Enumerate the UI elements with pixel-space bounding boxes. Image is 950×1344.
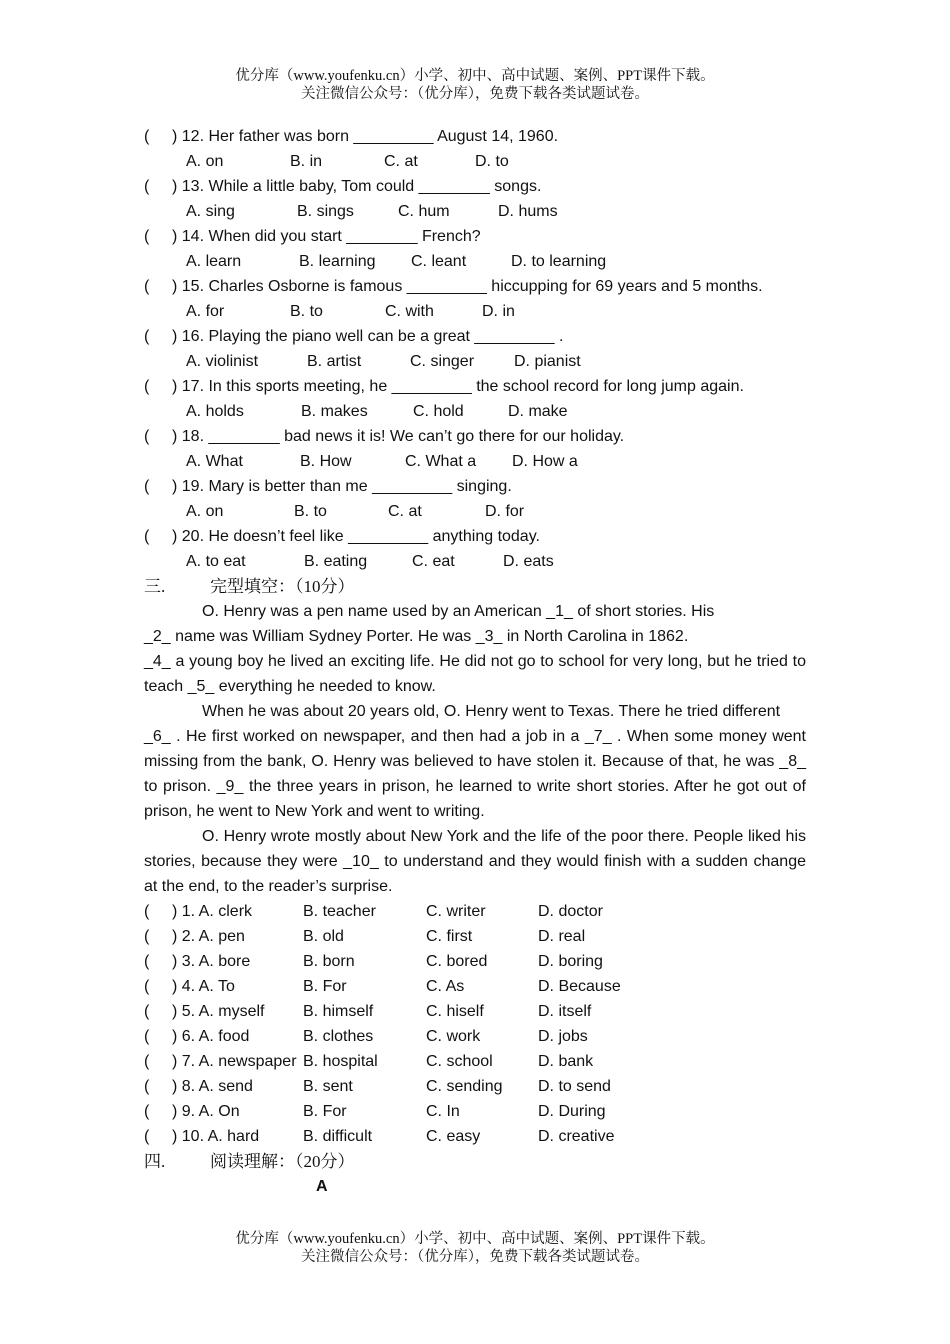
option: C. with (385, 303, 434, 320)
option: A. What (186, 453, 243, 470)
cloze-stem: ) 10. A. hard (172, 1128, 260, 1145)
cloze-paragraph-3: O. Henry wrote mostly about New York and the life of the poor there. People liked his stories, because they were _10_ to understand and they would finish with a sudden change at the end, to the reader’s surprise. (144, 828, 806, 895)
section-title: 完型填空：（10分） (210, 577, 355, 596)
options-row (144, 199, 806, 224)
options-row (144, 399, 806, 424)
option: A. for (186, 303, 225, 320)
cloze-question-row (144, 974, 806, 999)
option: C. at (384, 153, 418, 170)
question-stem: ) 19. Mary is better than me _________ singing. (172, 478, 512, 495)
cloze-question-row (144, 1049, 806, 1074)
option: B. For (303, 978, 347, 995)
option: C. hum (398, 203, 450, 220)
option: D. pianist (514, 353, 581, 370)
question-stem: ) 16. Playing the piano well can be a great _________ . (172, 328, 564, 345)
answer-paren[interactable]: ( (144, 1028, 150, 1045)
option: D. How a (512, 453, 578, 470)
footer-line-1: 优分库（www.youfenku.cn）小学、初中、高中试题、案例、PPT课件下载。 (235, 1231, 715, 1247)
option: D. to send (538, 1078, 611, 1095)
option: A. on (186, 503, 224, 520)
answer-paren[interactable]: ( (144, 478, 150, 495)
option: A. to eat (186, 553, 246, 570)
option: D. make (508, 403, 568, 420)
question-row (144, 174, 806, 199)
option: B. How (300, 453, 352, 470)
option: B. clothes (303, 1028, 374, 1045)
section-4-heading (144, 1149, 806, 1174)
cloze-paragraph-1b: _2_ name was William Sydney Porter. He was _3_ in North Carolina in 1862. (144, 628, 689, 645)
question-stem: ) 12. Her father was born _________ August 14, 1960. (172, 128, 559, 145)
option: B. For (303, 1103, 347, 1120)
section-number: 四. (144, 1152, 166, 1171)
cloze-paragraph-1a: O. Henry was a pen name used by an American _1_ of short stories. His (202, 603, 715, 620)
question-stem: ) 15. Charles Osborne is famous _________ hiccupping for 69 years and 5 months. (172, 278, 763, 295)
answer-paren[interactable]: ( (144, 378, 150, 395)
option: D. bank (538, 1053, 594, 1070)
cloze-question-row (144, 1124, 806, 1149)
section-3-heading (144, 574, 806, 599)
option: A. learn (186, 253, 242, 270)
option: D. eats (503, 553, 554, 570)
options-row (144, 449, 806, 474)
option: B. eating (304, 553, 368, 570)
option: D. itself (538, 1003, 592, 1020)
option: C. writer (426, 903, 486, 920)
answer-paren[interactable]: ( (144, 978, 150, 995)
cloze-stem: ) 2. A. pen (172, 928, 245, 945)
option: B. hospital (303, 1053, 378, 1070)
cloze-paragraph-2a: When he was about 20 years old, O. Henry went to Texas. There he tried different (202, 703, 781, 720)
page-header (0, 67, 950, 103)
option: D. boring (538, 953, 603, 970)
option: D. Because (538, 978, 621, 995)
question-stem: ) 14. When did you start ________ French? (172, 228, 481, 245)
option: C. school (426, 1053, 493, 1070)
cloze-question-row (144, 924, 806, 949)
option: D. for (485, 503, 525, 520)
options-row (144, 549, 806, 574)
option: C. bored (426, 953, 488, 970)
option: B. artist (307, 353, 362, 370)
question-row (144, 424, 806, 449)
option: B. to (290, 303, 323, 320)
question-row (144, 274, 806, 299)
option: D. jobs (538, 1028, 588, 1045)
cloze-questions (144, 899, 806, 1149)
option: C. eat (412, 553, 455, 570)
cloze-stem: ) 3. A. bore (172, 953, 251, 970)
question-row (144, 224, 806, 249)
option: C. easy (426, 1128, 481, 1145)
answer-paren[interactable]: ( (144, 328, 150, 345)
option: C. work (426, 1028, 481, 1045)
option: C. first (426, 928, 473, 945)
option: C. singer (410, 353, 475, 370)
option: D. creative (538, 1128, 615, 1145)
section-number: 三. (144, 577, 166, 596)
cloze-stem: ) 7. A. newspaper (172, 1053, 297, 1070)
option: D. to learning (511, 253, 607, 270)
option: D. in (482, 303, 515, 320)
cloze-paragraph-2b: _6_ . He first worked on newspaper, and then had a job in a _7_ . When some money went missing from the bank, O. Henry was believed to have stolen it. Because of that, he was _8_ to prison. _9_ the three years in prison, he learned to write short stories. After he got out of prison, he went to New York and went to writing. (144, 728, 806, 820)
answer-paren[interactable]: ( (144, 228, 150, 245)
option: D. real (538, 928, 586, 945)
option: B. in (290, 153, 323, 170)
option: B. born (303, 953, 355, 970)
option: C. at (388, 503, 422, 520)
header-line-2: 关注微信公众号：（优分库），免费下载各类试题试卷。 (301, 86, 649, 102)
option: A. sing (186, 203, 235, 220)
option: B. sings (297, 203, 354, 220)
answer-paren[interactable]: ( (144, 1128, 150, 1145)
option: B. old (303, 928, 344, 945)
option: C. In (426, 1103, 460, 1120)
option: B. sent (303, 1078, 353, 1095)
option: D. to (475, 153, 509, 170)
answer-paren[interactable]: ( (144, 1103, 150, 1120)
option: D. doctor (538, 903, 603, 920)
reading-part-label: A (316, 1178, 328, 1195)
option: C. hiself (426, 1003, 484, 1020)
option: C. sending (426, 1078, 503, 1095)
option: D. hums (498, 203, 558, 220)
option: A. violinist (186, 353, 259, 370)
cloze-question-row (144, 899, 806, 924)
answer-paren[interactable]: ( (144, 1078, 150, 1095)
question-row (144, 374, 806, 399)
option: B. himself (303, 1003, 374, 1020)
option: C. What a (405, 453, 477, 470)
cloze-stem: ) 1. A. clerk (172, 903, 253, 920)
cloze-stem: ) 6. A. food (172, 1028, 250, 1045)
question-stem: ) 17. In this sports meeting, he _________ the school record for long jump again. (172, 378, 744, 395)
question-stem: ) 18. ________ bad news it is! We can’t go there for our holiday. (172, 428, 625, 445)
option: B. difficult (303, 1128, 373, 1145)
cloze-paragraph-1c: _4_ a young boy he lived an exciting life. He did not go to school for very long, but he tried to teach _5_ everything he needed to know. (144, 653, 806, 695)
cloze-question-row (144, 949, 806, 974)
question-row (144, 324, 806, 349)
answer-paren[interactable]: ( (144, 1053, 150, 1070)
option: C. hold (413, 403, 464, 420)
options-row (144, 499, 806, 524)
answer-paren[interactable]: ( (144, 428, 150, 445)
answer-paren[interactable]: ( (144, 528, 150, 545)
cloze-question-row (144, 1024, 806, 1049)
answer-paren[interactable]: ( (144, 278, 150, 295)
answer-paren[interactable]: ( (144, 903, 150, 920)
option: D. During (538, 1103, 606, 1120)
section-title: 阅读理解：（20分） (210, 1152, 355, 1171)
option: C. As (426, 978, 465, 995)
option: A. on (186, 153, 224, 170)
answer-paren[interactable]: ( (144, 128, 150, 145)
cloze-stem: ) 5. A. myself (172, 1003, 265, 1020)
question-row (144, 474, 806, 499)
question-stem: ) 20. He doesn’t feel like _________ anything today. (172, 528, 540, 545)
cloze-question-row (144, 1074, 806, 1099)
options-row (144, 149, 806, 174)
footer-line-2: 关注微信公众号：（优分库），免费下载各类试题试卷。 (301, 1249, 649, 1265)
options-row (144, 249, 806, 274)
cloze-stem: ) 4. A. To (172, 978, 235, 995)
option: B. makes (301, 403, 368, 420)
question-row (144, 124, 806, 149)
answer-paren[interactable]: ( (144, 178, 150, 195)
options-row (144, 349, 806, 374)
answer-paren[interactable]: ( (144, 928, 150, 945)
multiple-choice-section (144, 124, 806, 574)
cloze-question-row (144, 1099, 806, 1124)
option: B. to (294, 503, 327, 520)
option: B. learning (299, 253, 376, 270)
option: B. teacher (303, 903, 376, 920)
header-line-1: 优分库（www.youfenku.cn）小学、初中、高中试题、案例、PPT课件下载。 (235, 68, 715, 84)
options-row (144, 299, 806, 324)
exam-content (144, 124, 806, 1199)
cloze-question-row (144, 999, 806, 1024)
option: A. holds (186, 403, 244, 420)
option: C. leant (411, 253, 467, 270)
cloze-stem: ) 8. A. send (172, 1078, 253, 1095)
question-stem: ) 13. While a little baby, Tom could ________ songs. (172, 178, 542, 195)
page-footer (0, 1230, 950, 1266)
question-row (144, 524, 806, 549)
cloze-stem: ) 9. A. On (172, 1103, 240, 1120)
answer-paren[interactable]: ( (144, 1003, 150, 1020)
answer-paren[interactable]: ( (144, 953, 150, 970)
